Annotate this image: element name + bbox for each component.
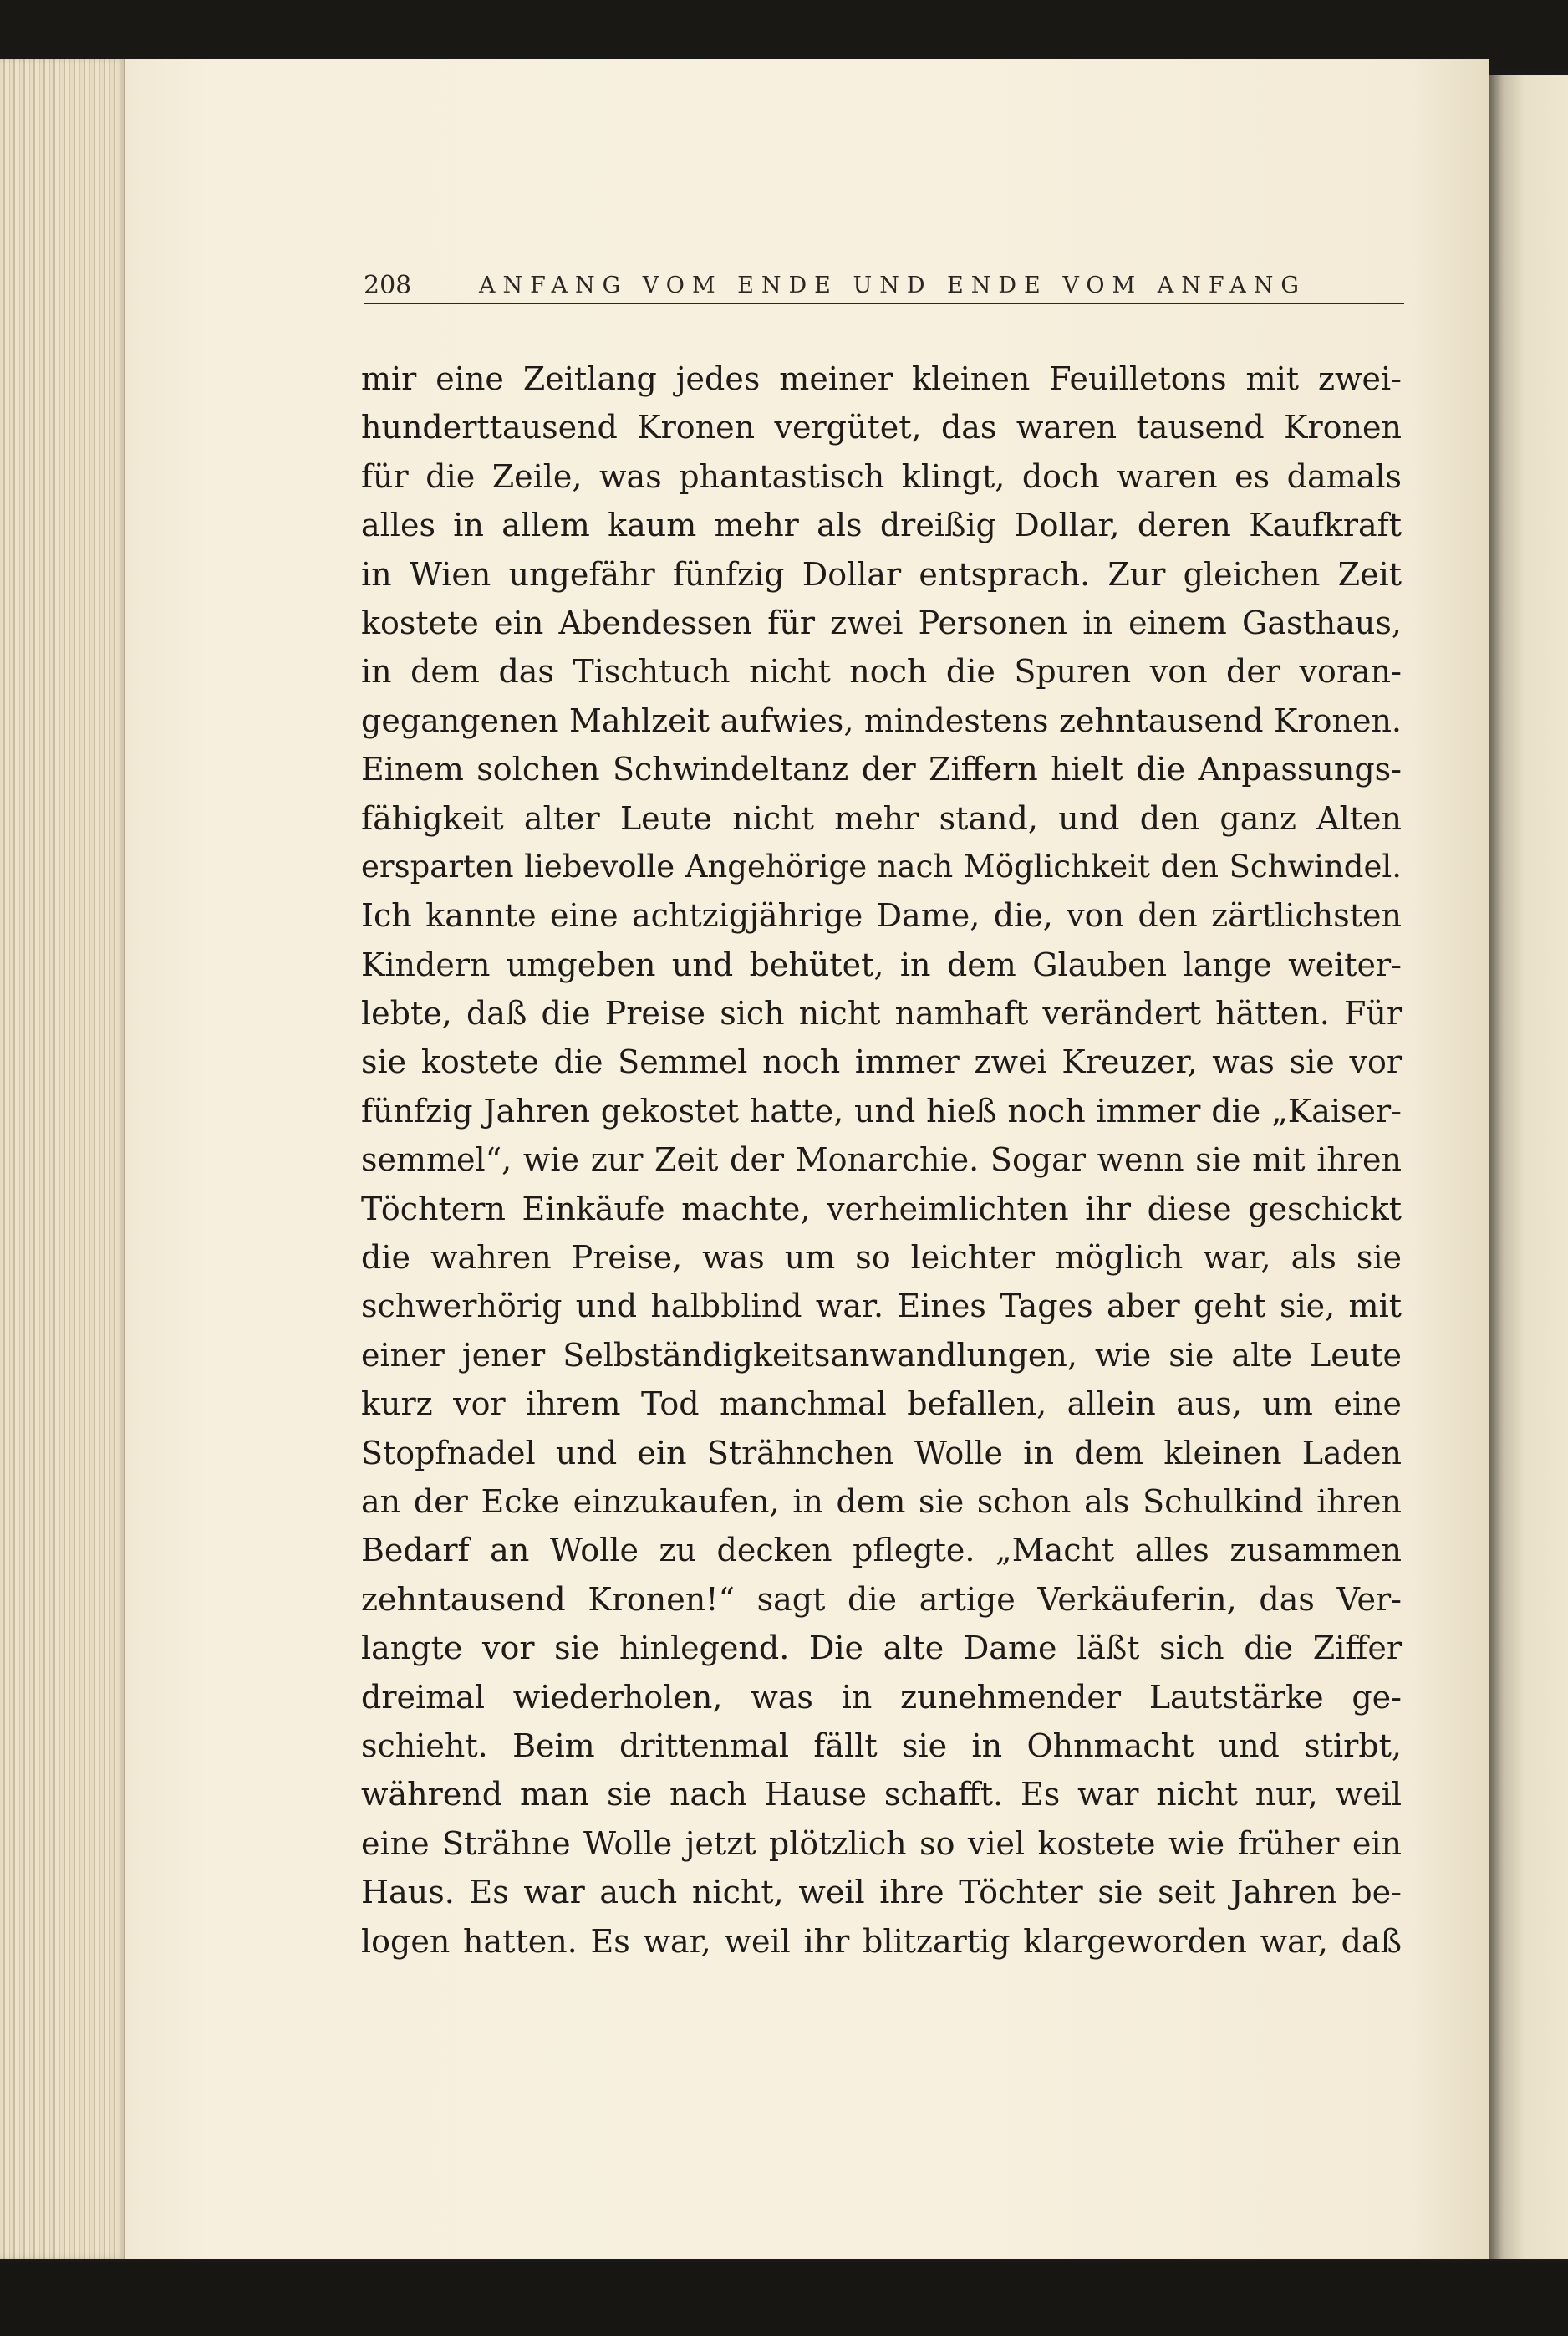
- text-line: dreimal wiederholen, was in zunehmender Lautstärke ge-: [361, 1678, 1402, 1716]
- text-line: Ich kannte eine achtzigjährige Dame, die, von den zärtlichsten: [361, 897, 1402, 935]
- page-number: 208: [364, 271, 412, 300]
- text-line: während man sie nach Hause schafft. Es war nicht nur, weil: [361, 1776, 1402, 1813]
- text-line: mir eine Zeitlang jedes meiner kleinen Feuilletons mit zwei-: [361, 360, 1402, 397]
- text-line: langte vor sie hinlegend. Die alte Dame läßt sich die Ziffer: [361, 1630, 1402, 1667]
- text-line: hunderttausend Kronen vergütet, das waren tausend Kronen: [361, 409, 1402, 446]
- text-line: für die Zeile, was phantastisch klingt, doch waren es damals: [361, 457, 1402, 495]
- text-line: Töchtern Einkäufe machte, verheimlichten ihr diese geschickt: [361, 1190, 1402, 1227]
- text-line: logen hatten. Es war, weil ihr blitzartig klargeworden war, daß: [361, 1922, 1402, 1960]
- text-line: fünfzig Jahren gekostet hatte, und hieß noch immer die „Kaiser-: [361, 1092, 1402, 1130]
- book-page-edges: [0, 59, 125, 2259]
- scan-background-top: [0, 0, 1568, 67]
- text-line: fähigkeit alter Leute nicht mehr stand, und den ganz Alten: [361, 799, 1402, 837]
- text-line: schieht. Beim drittenmal fällt sie in Ohnmacht und stirbt,: [361, 1726, 1402, 1764]
- text-line: die wahren Preise, was um so leichter möglich war, als sie: [361, 1239, 1402, 1277]
- text-line: Haus. Es war auch nicht, weil ihre Töchter sie seit Jahren be-: [361, 1874, 1402, 1911]
- text-line: einer jener Selbständigkeitsanwandlungen, wie sie alte Leute: [361, 1336, 1402, 1374]
- text-line: sie kostete die Semmel noch immer zwei Kreuzer, was sie vor: [361, 1043, 1402, 1081]
- text-line: eine Strähne Wolle jetzt plötzlich so viel kostete wie früher ein: [361, 1824, 1402, 1862]
- text-line: zehntausend Kronen!“ sagt die artige Verkäuferin, das Ver-: [361, 1580, 1402, 1618]
- running-title: ANFANG VOM ENDE UND ENDE VOM ANFANG: [479, 273, 1306, 298]
- text-line: an der Ecke einzukaufen, in dem sie schon als Schulkind ihren: [361, 1482, 1402, 1520]
- body-text: [361, 354, 1402, 1966]
- scan-background-bottom: [0, 2262, 1568, 2336]
- text-line: alles in allem kaum mehr als dreißig Dollar, deren Kaufkraft: [361, 507, 1402, 544]
- book-gutter: [1489, 75, 1568, 2259]
- text-line: ersparten liebevolle Angehörige nach Möglichkeit den Schwindel.: [361, 848, 1402, 885]
- text-line: gegangenen Mahlzeit aufwies, mindestens zehntausend Kronen.: [361, 701, 1402, 739]
- running-head: [364, 261, 1404, 304]
- text-line: kostete ein Abendessen für zwei Personen in einem Gasthaus,: [361, 604, 1402, 641]
- text-line: lebte, daß die Preise sich nicht namhaft verändert hätten. Für: [361, 995, 1402, 1033]
- text-line: semmel“, wie zur Zeit der Monarchie. Sogar wenn sie mit ihren: [361, 1141, 1402, 1179]
- text-line: Stopfnadel und ein Strähnchen Wolle in dem kleinen Laden: [361, 1434, 1402, 1471]
- text-line: Kindern umgeben und behütet, in dem Glauben lange weiter-: [361, 946, 1402, 983]
- text-line: Einem solchen Schwindeltanz der Ziffern hielt die Anpassungs-: [361, 751, 1402, 788]
- text-line: kurz vor ihrem Tod manchmal befallen, allein aus, um eine: [361, 1385, 1402, 1423]
- text-line: in dem das Tischtuch nicht noch die Spuren von der voran-: [361, 653, 1402, 691]
- text-line: in Wien ungefähr fünfzig Dollar entsprach. Zur gleichen Zeit: [361, 555, 1402, 593]
- text-line: schwerhörig und halbblind war. Eines Tages aber geht sie, mit: [361, 1288, 1402, 1325]
- text-line: Bedarf an Wolle zu decken pflegte. „Macht alles zusammen: [361, 1532, 1402, 1569]
